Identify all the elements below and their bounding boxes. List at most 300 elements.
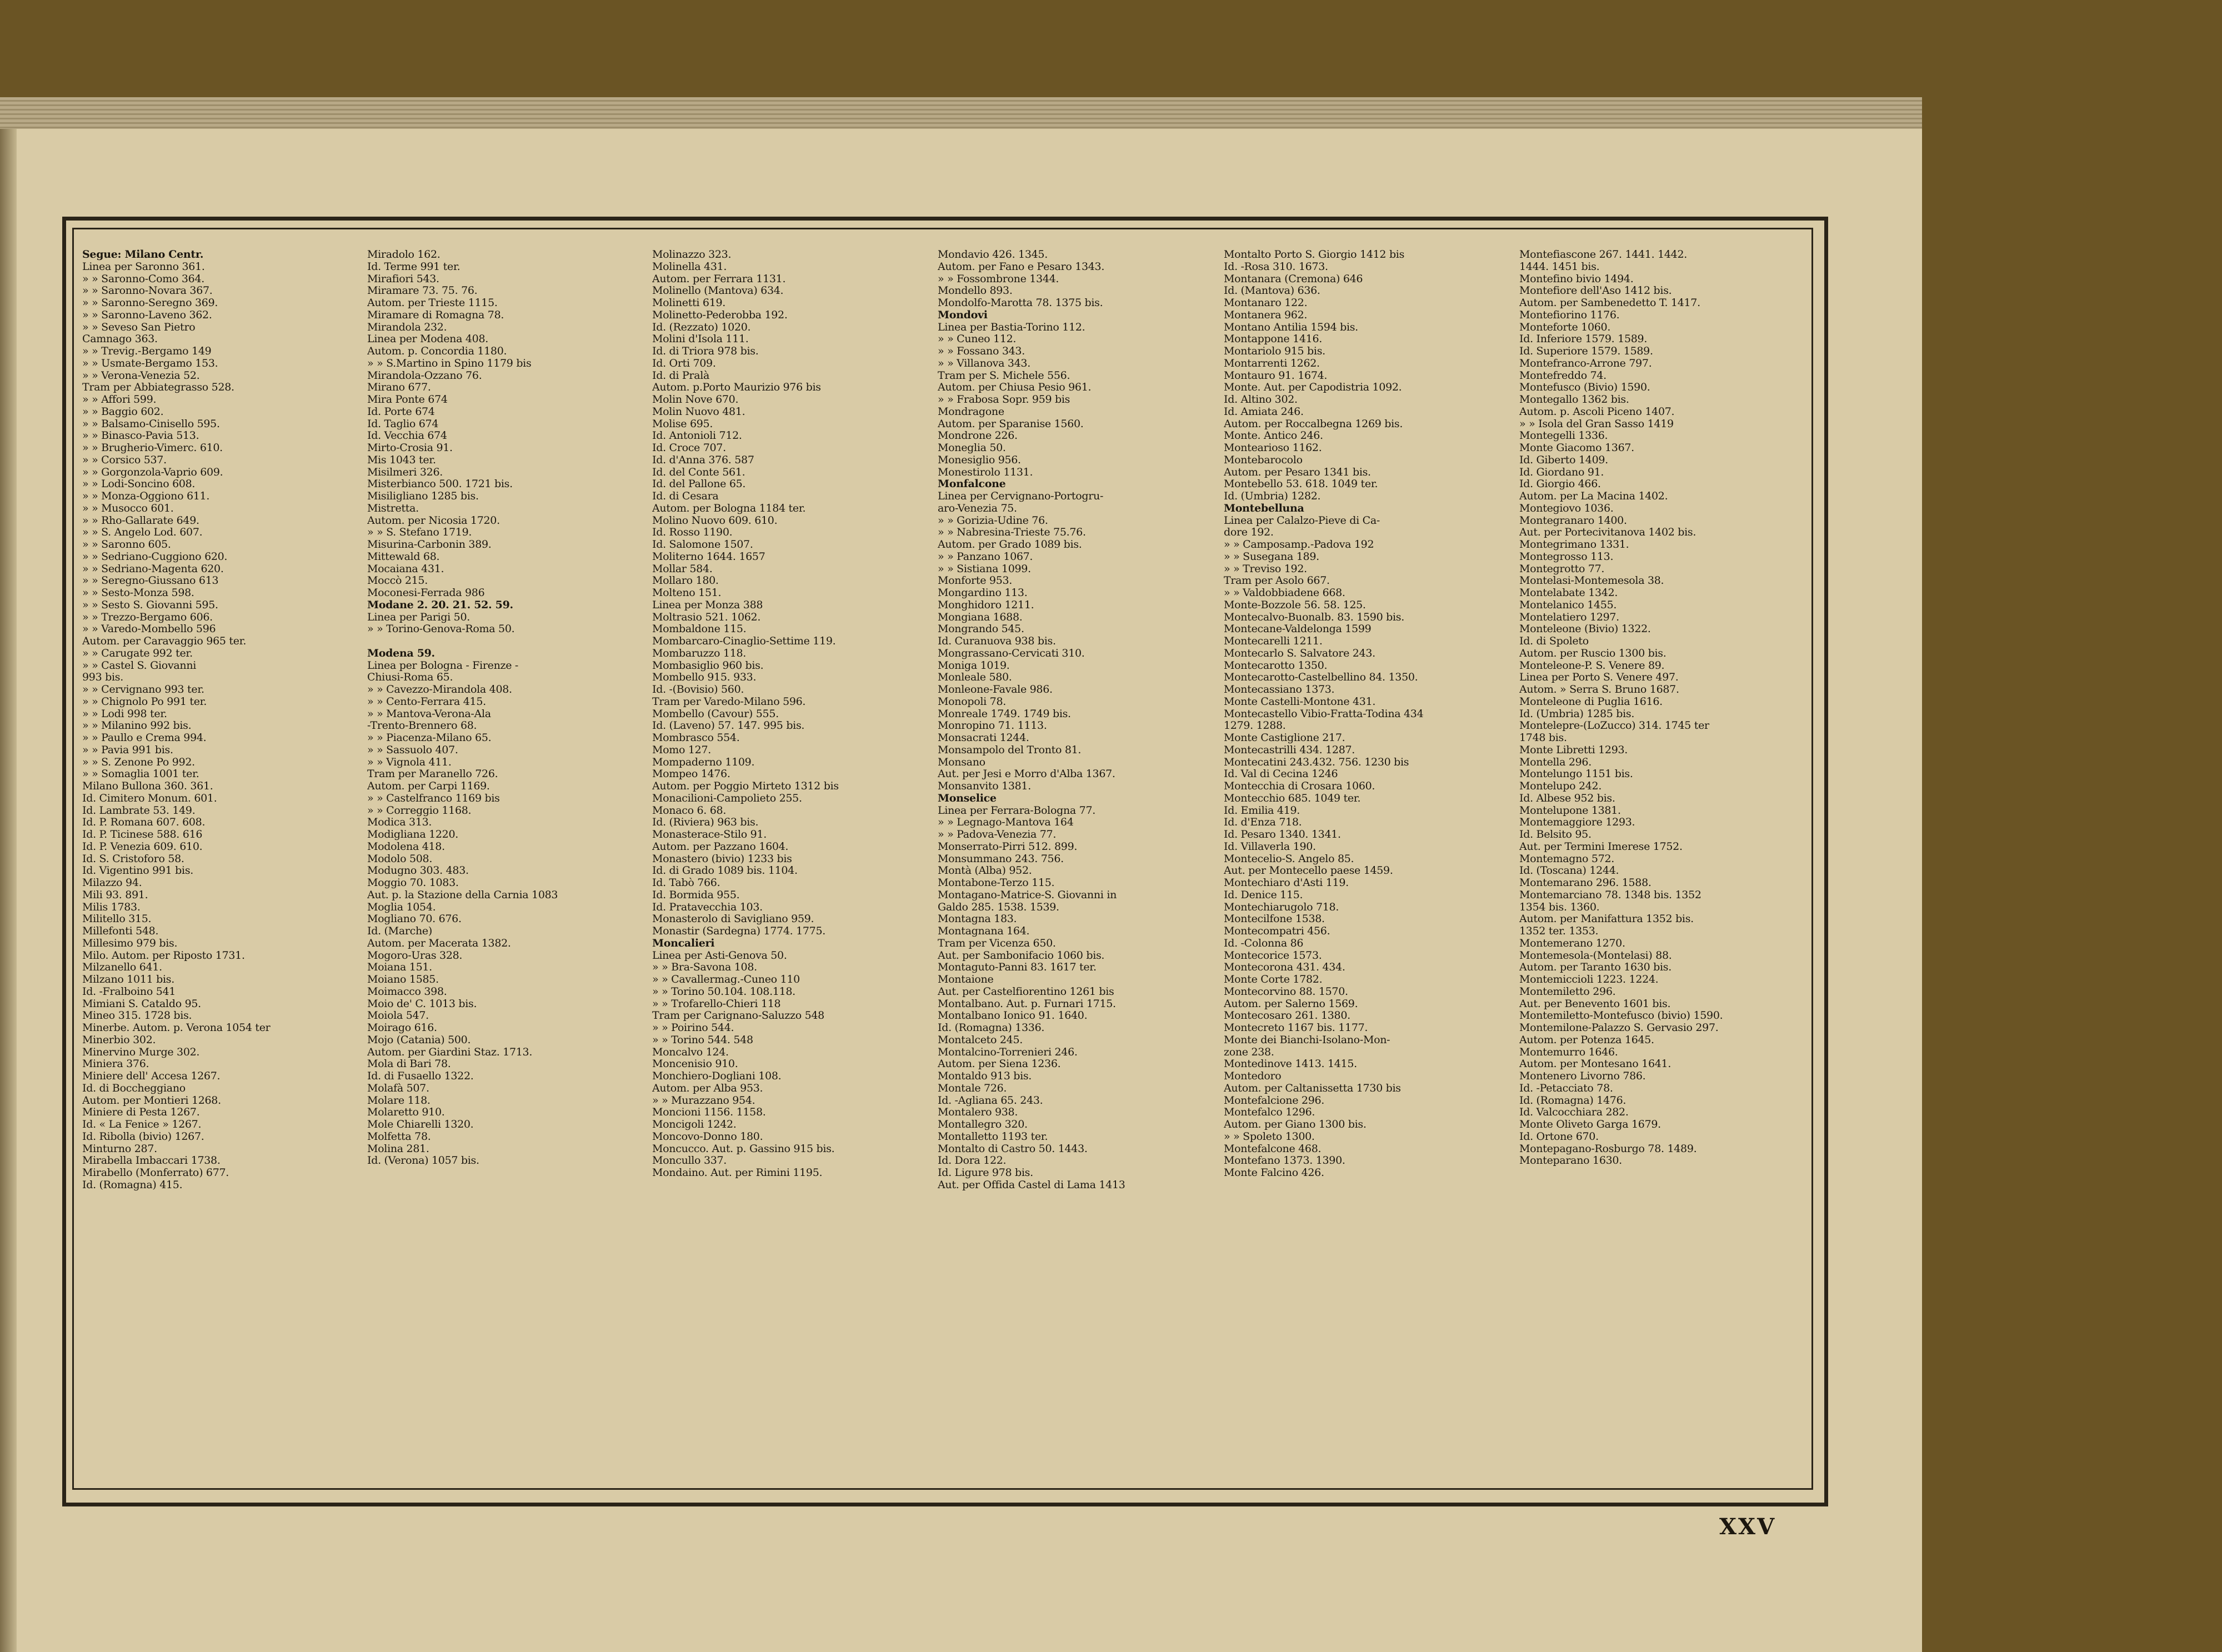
index-entry: 1354 bis. 1360.: [1519, 901, 1600, 913]
index-entry: » » Baggio 602.: [82, 406, 164, 418]
index-entry: Molin Nove 670.: [652, 394, 739, 406]
index-entry: Autom. per Giano 1300 bis.: [1224, 1119, 1367, 1130]
index-entry: Id. Dora 122.: [938, 1155, 1007, 1167]
index-entry: Linea per Cervignano-Portogru-: [938, 490, 1104, 502]
index-entry: Autom. per Carpi 1169.: [367, 780, 490, 792]
index-entry: Mondaino. Aut. per Rimini 1195.: [652, 1167, 823, 1179]
index-entry: Tram per Carignano-Saluzzo 548: [652, 1010, 824, 1022]
index-entry: Moncalvo 124.: [652, 1046, 729, 1058]
index-entry: Id. Vecchia 674: [367, 430, 447, 442]
page-number: XXV: [1719, 1514, 1776, 1540]
index-entry: Aut. per Jesi e Morro d'Alba 1367.: [938, 768, 1115, 780]
index-entry: Monteforte 1060.: [1519, 321, 1611, 333]
index-entry: Mogliano 70. 676.: [367, 913, 462, 925]
index-entry: 993 bis.: [82, 672, 123, 684]
index-entry: Monte dei Bianchi-Isolano-Mon-: [1224, 1034, 1390, 1046]
index-entry: Monchiero-Dogliani 108.: [652, 1070, 782, 1082]
index-entry: Id. Porte 674: [367, 406, 435, 418]
index-entry: Monteleone-P. S. Venere 89.: [1519, 659, 1665, 672]
index-entry: Montecorice 1573.: [1224, 949, 1322, 962]
index-entry: Moiola 547.: [367, 1010, 429, 1022]
index-entry: Id. P. Ticinese 588. 616: [82, 829, 203, 840]
index-entry: Montauro 91. 1674.: [1224, 369, 1328, 382]
index-entry: Montelanico 1455.: [1519, 599, 1617, 611]
index-entry: Id. Villaverla 190.: [1224, 840, 1316, 853]
index-entry: » » Sesto S. Giovanni 595.: [82, 599, 218, 611]
index-entry: Id. Valcocchiara 282.: [1519, 1107, 1629, 1119]
index-entry: Montà (Alba) 952.: [938, 865, 1032, 877]
index-entry: Mongrassano-Cervicati 310.: [938, 647, 1085, 659]
index-entry: Id. Tabò 766.: [652, 877, 720, 889]
index-entry: Minerbe. Autom. p. Verona 1054 ter: [82, 1022, 271, 1034]
index-entry: -Trento-Brennero 68.: [367, 720, 477, 732]
index-entry: » » Castelfranco 1169 bis: [367, 792, 500, 804]
index-entry: Millefonti 548.: [82, 925, 159, 937]
index-entry: Montebelluna: [1224, 502, 1304, 514]
index-column-1: [82, 249, 361, 1476]
index-entry: Id. di Triora 978 bis.: [652, 346, 759, 357]
index-entry: Mondolfo-Marotta 78. 1375 bis.: [938, 297, 1103, 309]
index-entry: Id. di Spoleto: [1519, 635, 1589, 647]
index-entry: Linea per Porto S. Venere 497.: [1519, 672, 1679, 684]
index-entry: Monforte 953.: [938, 575, 1013, 587]
index-entry: Miniere di Pesta 1267.: [82, 1107, 200, 1119]
index-entry: Id. Superiore 1579. 1589.: [1519, 346, 1653, 357]
index-entry: » » Gorgonzola-Vaprio 609.: [82, 466, 223, 478]
index-entry: Molinetti 619.: [652, 297, 726, 309]
index-entry: Montefano 1373. 1390.: [1224, 1155, 1345, 1167]
index-entry: Montale 726.: [938, 1082, 1007, 1094]
index-entry: Moniga 1019.: [938, 659, 1010, 672]
index-entry: Moccò 215.: [367, 575, 428, 587]
index-entry: Id. -Rosa 310. 1673.: [1224, 261, 1328, 273]
index-entry: Id. d'Anna 376. 587: [652, 454, 754, 466]
index-entry: » » Fossombrone 1344.: [938, 273, 1059, 285]
index-entry: » » S. Stefano 1719.: [367, 527, 472, 539]
index-entry: Monteleone (Bivio) 1322.: [1519, 623, 1651, 635]
index-entry: Mongrando 545.: [938, 623, 1024, 635]
index-entry: Moiana 151.: [367, 962, 432, 974]
index-entry: Camnago 363.: [82, 333, 158, 346]
index-entry: Montabone-Terzo 115.: [938, 877, 1055, 889]
index-entry: » » Usmate-Bergamo 153.: [82, 357, 218, 369]
index-entry: Galdo 285. 1538. 1539.: [938, 901, 1059, 913]
index-entry: Monesiglio 956.: [938, 454, 1021, 466]
index-entry: aro-Venezia 75.: [938, 502, 1017, 514]
index-entry: Montemarciano 78. 1348 bis. 1352: [1519, 889, 1701, 901]
index-entry: Montariolo 915 bis.: [1224, 346, 1325, 357]
index-entry: » » Seveso San Pietro: [82, 321, 196, 333]
index-entry: Id. Ortone 670.: [1519, 1130, 1599, 1143]
index-entry: » » Mantova-Verona-Ala: [367, 708, 491, 720]
index-entry: Mittewald 68.: [367, 550, 440, 563]
index-entry: Linea per Asti-Genova 50.: [652, 949, 787, 962]
index-entry: Id. Terme 991 ter.: [367, 261, 461, 273]
index-entry: » » Vignola 411.: [367, 756, 452, 768]
index-entry: Montelasi-Montemesola 38.: [1519, 575, 1664, 587]
index-entry: Milzano 1011 bis.: [82, 974, 174, 985]
index-entry: Id. Salomone 1507.: [652, 539, 753, 550]
index-entry: Id. Amiata 246.: [1224, 406, 1304, 418]
index-entry: » » Corsico 537.: [82, 454, 167, 466]
index-entry: Mogoro-Uras 328.: [367, 949, 463, 962]
index-entry: Monastir (Sardegna) 1774. 1775.: [652, 925, 825, 937]
index-entry: » » Rho-Gallarate 649.: [82, 514, 199, 527]
index-entry: Mola di Bari 78.: [367, 1058, 451, 1070]
index-entry: » » Balsamo-Cinisello 595.: [82, 418, 220, 430]
index-entry: Mirafiori 543.: [367, 273, 439, 285]
index-entry: Autom. p.Porto Maurizio 976 bis: [652, 382, 821, 394]
index-entry: Id. (Mantova) 636.: [1224, 285, 1320, 297]
index-entry: Montefusco (Bivio) 1590.: [1519, 382, 1650, 394]
index-entry: Moglia 1054.: [367, 901, 436, 913]
index-entry: Millesimo 979 bis.: [82, 937, 178, 949]
index-entry: Autom. per Potenza 1645.: [1519, 1034, 1654, 1046]
index-entry: » » Bra-Savona 108.: [652, 962, 757, 974]
index-entry: Autom. per Siena 1236.: [938, 1058, 1061, 1070]
index-entry: Aut. per Termini Imerese 1752.: [1519, 840, 1683, 853]
index-entry: Montecelio-S. Angelo 85.: [1224, 853, 1354, 865]
index-entry: Autom. per Caravaggio 965 ter.: [82, 635, 247, 647]
index-entry: » » Paullo e Crema 994.: [82, 732, 207, 744]
index-entry: Autom. per Giardini Staz. 1713.: [367, 1046, 533, 1058]
index-entry: Monaco 6. 68.: [652, 804, 727, 817]
index-entry: Monte Oliveto Garga 1679.: [1519, 1119, 1661, 1130]
index-entry: Aut. per Portecivitanova 1402 bis.: [1519, 527, 1696, 539]
index-entry: Monacilioni-Campolieto 255.: [652, 792, 802, 804]
index-entry: Mondovi: [938, 309, 988, 321]
index-entry: Id. Ligure 978 bis.: [938, 1167, 1033, 1179]
index-entry: » » Saronno-Como 364.: [82, 273, 205, 285]
index-entry: Chiusi-Roma 65.: [367, 672, 453, 684]
index-entry: Mirabello (Monferrato) 677.: [82, 1167, 229, 1179]
index-entry: Montemerano 1270.: [1519, 937, 1625, 949]
index-entry: Montelepre-(LoZucco) 314. 1745 ter: [1519, 720, 1709, 732]
index-entry: Id. di Fusaello 1322.: [367, 1070, 474, 1082]
index-entry: Id. Altino 302.: [1224, 394, 1298, 406]
index-entry: Montegrotto 77.: [1519, 563, 1605, 575]
index-column-5: [1224, 249, 1503, 1476]
index-entry: Montecalvo-Buonalb. 83. 1590 bis.: [1224, 611, 1404, 623]
index-entry: Monteparano 1630.: [1519, 1155, 1622, 1167]
index-entry: Miramare 73. 75. 76.: [367, 285, 478, 297]
index-entry: Id. (Umbria) 1282.: [1224, 490, 1321, 502]
index-entry: Montalletto 1193 ter.: [938, 1130, 1048, 1143]
index-entry: Molinello (Mantova) 634.: [652, 285, 784, 297]
index-entry: Id. del Conte 561.: [652, 466, 745, 478]
index-entry: Molinella 431.: [652, 261, 727, 273]
index-entry: » » Lodi 998 ter.: [82, 708, 167, 720]
index-entry: Montefalcone 468.: [1224, 1143, 1322, 1155]
index-entry: Montecatini 243.432. 756. 1230 bis: [1224, 756, 1409, 768]
index-entry: Monte-Bozzole 56. 58. 125.: [1224, 599, 1366, 611]
index-entry: Id. Giordano 91.: [1519, 466, 1604, 478]
index-entry: Milano Bullona 360. 361.: [82, 780, 213, 792]
index-entry: Moncovo-Donno 180.: [652, 1130, 763, 1143]
index-entry: Monte Castiglione 217.: [1224, 732, 1345, 744]
index-entry: Autom. p. Ascoli Piceno 1407.: [1519, 406, 1675, 418]
index-entry: » » S. Zenone Po 992.: [82, 756, 195, 768]
index-entry: Linea per Bastia-Torino 112.: [938, 321, 1085, 333]
index-entry: » » Cuneo 112.: [938, 333, 1017, 346]
index-entry: Molaretto 910.: [367, 1107, 445, 1119]
index-entry: Montemilone-Palazzo S. Gervasio 297.: [1519, 1022, 1719, 1034]
index-entry: Misilmeri 326.: [367, 466, 443, 478]
index-entry: Id. del Pallone 65.: [652, 478, 746, 490]
index-entry: Molin Nuovo 481.: [652, 406, 745, 418]
index-entry: Autom. per Taranto 1630 bis.: [1519, 962, 1671, 974]
index-entry: Autom. » Serra S. Bruno 1687.: [1519, 684, 1679, 695]
index-entry: » » Gorizia-Udine 76.: [938, 514, 1048, 527]
index-entry: Id. -Colonna 86: [1224, 937, 1304, 949]
index-entry: Id. Pesaro 1340. 1341.: [1224, 829, 1341, 840]
index-entry: Monsacrati 1244.: [938, 732, 1029, 744]
index-entry: Montecchia di Crosara 1060.: [1224, 780, 1375, 792]
index-entry: » » Sassuolo 407.: [367, 744, 458, 756]
index-entry: Montegiovo 1036.: [1519, 502, 1614, 514]
index-entry: Id. Giberto 1409.: [1519, 454, 1608, 466]
index-entry: Autom. per Alba 953.: [652, 1082, 763, 1094]
index-entry: Montelabate 1342.: [1519, 587, 1618, 599]
index-entry: Montefiorino 1176.: [1519, 309, 1620, 321]
index-entry: » » Monza-Oggiono 611.: [82, 490, 210, 502]
index-entry: Autom. per Ruscio 1300 bis.: [1519, 647, 1666, 659]
index-entry: Montechiaro d'Asti 119.: [1224, 877, 1349, 889]
index-entry: » » Lodi-Soncino 608.: [82, 478, 196, 490]
index-entry: Monasterace-Stilo 91.: [652, 829, 767, 840]
index-entry: Id. (Laveno) 57. 147. 995 bis.: [652, 720, 805, 732]
index-entry: Id. (Rezzato) 1020.: [652, 321, 751, 333]
index-entry: Montepagano-Rosburgo 78. 1489.: [1519, 1143, 1697, 1155]
index-entry: » » Pavia 991 bis.: [82, 744, 173, 756]
index-entry: Montecchio 685. 1049 ter.: [1224, 792, 1361, 804]
index-entry: Mocaiana 431.: [367, 563, 444, 575]
index-entry: Tram per S. Michele 556.: [938, 369, 1070, 382]
index-entry: » » S. Angelo Lod. 607.: [82, 527, 203, 539]
index-entry: Montelupo 242.: [1519, 780, 1602, 792]
index-entry: Montagna 183.: [938, 913, 1017, 925]
index-entry: » » Somaglia 1001 ter.: [82, 768, 199, 780]
index-entry: Montecarlo S. Salvatore 243.: [1224, 647, 1375, 659]
index-entry: Miradolo 162.: [367, 249, 441, 261]
index-entry: » » Camposamp.-Padova 192: [1224, 539, 1374, 550]
index-entry: Moliterno 1644. 1657: [652, 550, 765, 563]
index-entry: Montecarotto 1350.: [1224, 659, 1328, 672]
index-entry: Aut. per Sambonifacio 1060 bis.: [938, 949, 1105, 962]
index-entry: Monleale 580.: [938, 672, 1012, 684]
index-entry: Montedinove 1413. 1415.: [1224, 1058, 1357, 1070]
index-entry: Mombello 915. 933.: [652, 672, 757, 684]
index-entry: » » Varedo-Mombello 596: [82, 623, 216, 635]
index-entry: Id. Val di Cecina 1246: [1224, 768, 1338, 780]
index-entry: Mongiana 1688.: [938, 611, 1023, 623]
index-entry: Montemesola-(Montelasi) 88.: [1519, 949, 1672, 962]
index-entry: Id. Cimitero Monum. 601.: [82, 792, 217, 804]
index-entry: » » Sedriano-Magenta 620.: [82, 563, 224, 575]
index-entry: Monsano: [938, 756, 985, 768]
index-entry: Id. di Grado 1089 bis. 1104.: [652, 865, 798, 877]
index-entry: Autom. per Trieste 1115.: [367, 297, 498, 309]
index-entry: Montemiletto 296.: [1519, 985, 1616, 998]
index-entry: Mirto-Crosia 91.: [367, 442, 453, 454]
index-entry: Autom. per Manifattura 1352 bis.: [1519, 913, 1694, 925]
index-entry: Mombaruzzo 118.: [652, 647, 747, 659]
index-entry: Montefalco 1296.: [1224, 1107, 1315, 1119]
index-entry: Mondragone: [938, 406, 1004, 418]
index-entry: Montearioso 1162.: [1224, 442, 1322, 454]
index-entry: » » Saronno 605.: [82, 539, 171, 550]
index-entry: » » Isola del Gran Sasso 1419: [1519, 418, 1674, 430]
index-entry: Moio de' C. 1013 bis.: [367, 998, 477, 1010]
index-entry: » » Chignolo Po 991 ter.: [82, 695, 207, 708]
index-entry: » » Seregno-Giussano 613: [82, 575, 219, 587]
index-entry: Militello 315.: [82, 913, 152, 925]
index-entry: Monte Libretti 1293.: [1519, 744, 1628, 756]
index-entry: Moncigoli 1242.: [652, 1119, 737, 1130]
index-entry: Molini d'Isola 111.: [652, 333, 749, 346]
index-entry: Molina 281.: [367, 1143, 429, 1155]
index-entry: Montalbano Ionico 91. 1640.: [938, 1010, 1088, 1022]
index-entry: » » Cavallermag.-Cuneo 110: [652, 974, 800, 985]
index-entry: Misiligliano 1285 bis.: [367, 490, 479, 502]
index-entry: Autom. per Salerno 1569.: [1224, 998, 1358, 1010]
index-entry: Monreale 1749. 1749 bis.: [938, 708, 1071, 720]
index-entry: Minturno 287.: [82, 1143, 157, 1155]
index-entry: Montecompatri 456.: [1224, 925, 1330, 937]
index-entry: Montalcino-Torrenieri 246.: [938, 1046, 1078, 1058]
index-entry: » » Correggio 1168.: [367, 804, 472, 817]
index-entry: Autom. per Roccalbegna 1269 bis.: [1224, 418, 1403, 430]
index-entry: Id. Rosso 1190.: [652, 527, 733, 539]
index-entry: Mondello 893.: [938, 285, 1013, 297]
index-entry: Modolo 508.: [367, 853, 433, 865]
index-entry: » » Sesto-Monza 598.: [82, 587, 194, 599]
index-entry: Montanera 962.: [1224, 309, 1308, 321]
index-entry: Montano Antilia 1594 bis.: [1224, 321, 1358, 333]
index-entry: Milo. Autom. per Riposto 1731.: [82, 949, 245, 962]
index-entry: Molteno 151.: [652, 587, 722, 599]
index-entry: Autom. per Bologna 1184 ter.: [652, 502, 806, 514]
index-entry: Montefalcione 296.: [1224, 1094, 1325, 1107]
index-entry: Montelupone 1381.: [1519, 804, 1621, 817]
index-entry: Id. d'Enza 718.: [1224, 817, 1302, 829]
index-entry: Linea per Parigi 50.: [367, 611, 470, 623]
index-entry: » » Binasco-Pavia 513.: [82, 430, 199, 442]
index-entry: Id. (Marche): [367, 925, 432, 937]
index-entry: Montaldo 913 bis.: [938, 1070, 1032, 1082]
index-entry: Id. di Boccheggiano: [82, 1082, 186, 1094]
index-entry: Mistretta.: [367, 502, 419, 514]
index-entry: Autom. per Pesaro 1341 bis.: [1224, 466, 1371, 478]
index-entry: Mondrone 226.: [938, 430, 1018, 442]
index-entry: Autom. per Caltanissetta 1730 bis: [1224, 1082, 1401, 1094]
index-entry: Id. Bormida 955.: [652, 889, 740, 901]
index-entry: Id. Pratavecchia 103.: [652, 901, 763, 913]
index-entry: » » Spoleto 1300.: [1224, 1130, 1315, 1143]
index-entry: Id. Denice 115.: [1224, 889, 1303, 901]
index-entry: Mirano 677.: [367, 382, 431, 394]
index-entry: Milzanello 641.: [82, 962, 162, 974]
index-entry: Montecreto 1167 bis. 1177.: [1224, 1022, 1368, 1034]
index-entry: Tram per Vicenza 650.: [938, 937, 1056, 949]
index-entry: Mombarcaro-Cinaglio-Settime 119.: [652, 635, 836, 647]
index-entry: Montemagno 572.: [1519, 853, 1615, 865]
index-entry: » » Castel S. Giovanni: [82, 659, 197, 672]
index-entry: Id. Emilia 419.: [1224, 804, 1300, 817]
index-entry: Monselice: [938, 792, 997, 804]
index-entry: Monte Giacomo 1367.: [1519, 442, 1634, 454]
index-entry: Mompaderno 1109.: [652, 756, 755, 768]
index-entry: Montappone 1416.: [1224, 333, 1322, 346]
index-entry: Autom. per Montieri 1268.: [82, 1094, 221, 1107]
index-entry: Montemarano 296. 1588.: [1519, 877, 1652, 889]
index-entry: Minerbio 302.: [82, 1034, 156, 1046]
index-entry: Tram per Asolo 667.: [1224, 575, 1330, 587]
index-entry: Montalero 938.: [938, 1107, 1018, 1119]
index-entry: Moncioni 1156. 1158.: [652, 1107, 766, 1119]
index-entry: Linea per Saronno 361.: [82, 261, 205, 273]
index-entry: Mollar 584.: [652, 563, 713, 575]
index-entry: Id. S. Cristoforo 58.: [82, 853, 184, 865]
index-entry: Mirandola 232.: [367, 321, 447, 333]
index-entry: » » Brugherio-Vimerc. 610.: [82, 442, 223, 454]
index-entry: Moncullo 337.: [652, 1155, 727, 1167]
index-entry: Montella 296.: [1519, 756, 1592, 768]
index-entry: Montecorvino 88. 1570.: [1224, 985, 1348, 998]
index-entry: Id. Inferiore 1579. 1589.: [1519, 333, 1648, 346]
index-entry: Mondavio 426. 1345.: [938, 249, 1048, 261]
index-entry: 1444. 1451 bis.: [1519, 261, 1600, 273]
index-entry: Id. P. Romana 607. 608.: [82, 817, 206, 829]
index-entry: Id. Curanuova 938 bis.: [938, 635, 1056, 647]
index-entry: Id. Lambrate 53. 149.: [82, 804, 196, 817]
index-column-2: [367, 249, 646, 1476]
index-entry: Id. -Fralboino 541: [82, 985, 176, 998]
index-entry: » » S.Martino in Spino 1179 bis: [367, 357, 532, 369]
index-entry: dore 192.: [1224, 527, 1274, 539]
index-entry: [367, 635, 646, 648]
index-entry: Montemiccioli 1223. 1224.: [1519, 974, 1659, 985]
index-entry: Monte Falcino 426.: [1224, 1167, 1324, 1179]
index-entry: Montelatiero 1297.: [1519, 611, 1619, 623]
index-entry: » » Nabresina-Trieste 75.76.: [938, 527, 1086, 539]
index-entry: Modigliana 1220.: [367, 829, 458, 840]
index-entry: Montagano-Matrice-S. Giovanni in: [938, 889, 1117, 901]
index-entry: Molinetto-Pederobba 192.: [652, 309, 788, 321]
index-entry: Linea per Monza 388: [652, 599, 763, 611]
index-entry: Linea per Modena 408.: [367, 333, 488, 346]
index-entry: Id. Ribolla (bivio) 1267.: [82, 1130, 204, 1143]
index-entry: Autom. per Pazzano 1604.: [652, 840, 789, 853]
index-entry: Molise 695.: [652, 418, 713, 430]
index-entry: » » Saronno-Novara 367.: [82, 285, 213, 297]
index-entry: Linea per Bologna - Firenze -: [367, 659, 519, 672]
index-entry: » » Legnago-Mantova 164: [938, 817, 1074, 829]
index-entry: Monte Corte 1782.: [1224, 974, 1323, 985]
index-entry: Miniere dell' Accesa 1267.: [82, 1070, 221, 1082]
index-entry: Miramare di Romagna 78.: [367, 309, 504, 321]
index-entry: Monte Castelli-Montone 431.: [1224, 695, 1376, 708]
index-entry: Monte. Antico 246.: [1224, 430, 1323, 442]
index-entry: Montecarelli 1211.: [1224, 635, 1323, 647]
index-entry: Mirandola-Ozzano 76.: [367, 369, 482, 382]
index-entry: Minervino Murge 302.: [82, 1046, 200, 1058]
index-entry: Mombasiglio 960 bis.: [652, 659, 764, 672]
index-entry: Mojo (Catania) 500.: [367, 1034, 471, 1046]
index-entry: » » Sedriano-Cuggiono 620.: [82, 550, 228, 563]
index-entry: » » Villanova 343.: [938, 357, 1030, 369]
index-entry: Id. -Petacciato 78.: [1519, 1082, 1613, 1094]
